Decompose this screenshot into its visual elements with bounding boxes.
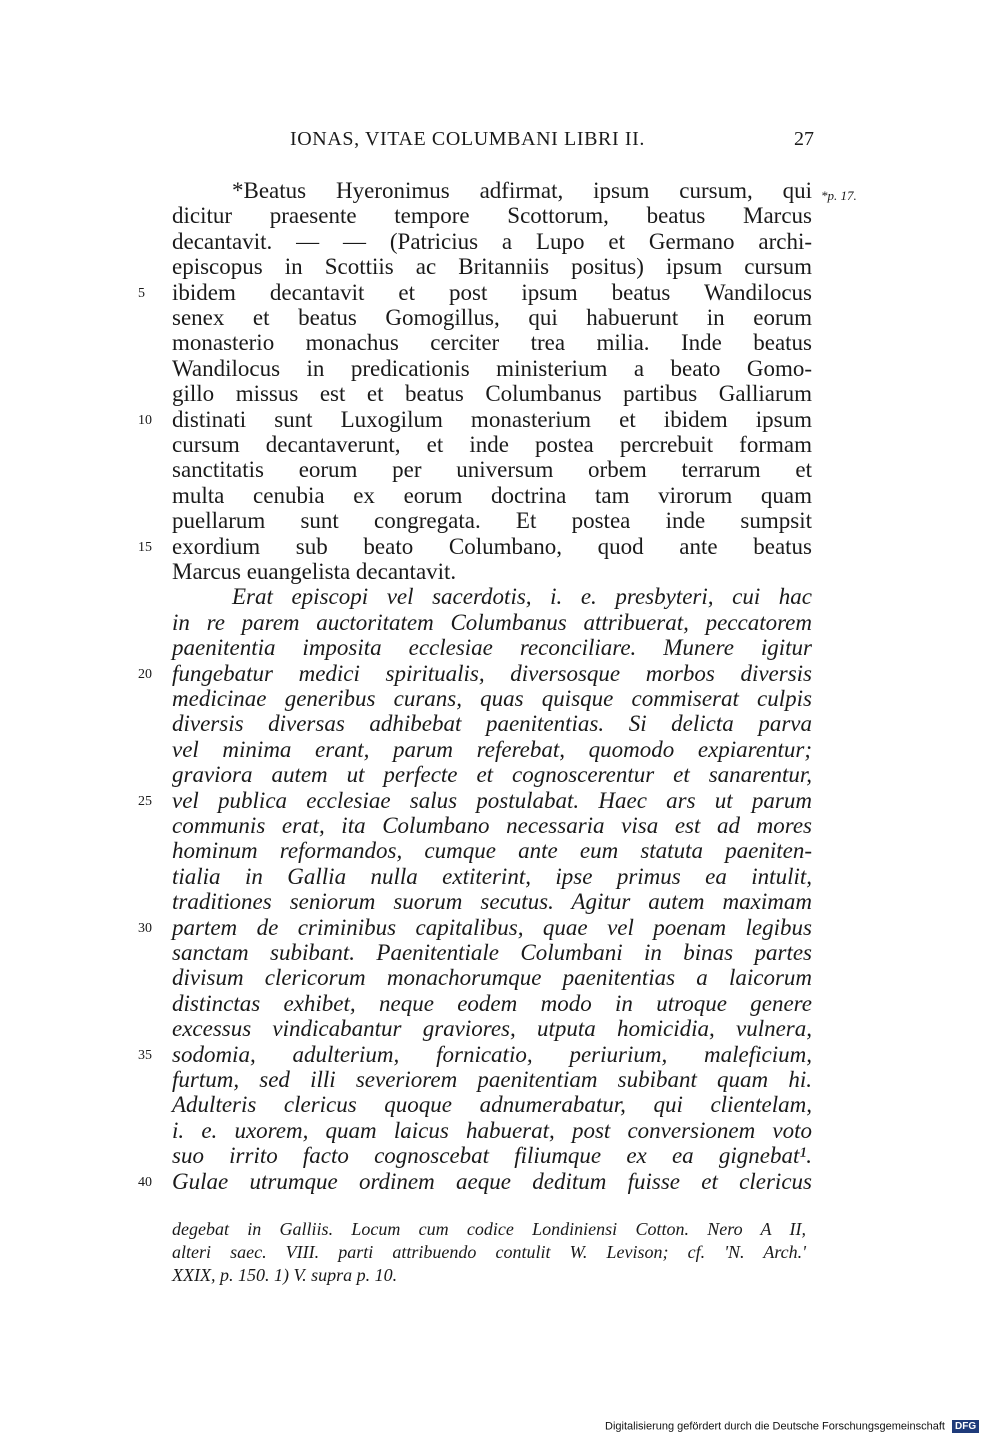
text-line: senex et beatus Gomogillus, qui habuerunt in eorum	[172, 305, 812, 330]
line-number: 40	[138, 1175, 152, 1190]
margin-page-reference: *p. 17.	[821, 188, 857, 203]
text-line: diversis diversas adhibebat paenitentias. Si delicta parva	[172, 711, 812, 736]
text-line: Wandilocus in predicationis ministerium a beato Gomo-	[172, 356, 812, 381]
footnote-line: degebat in Galliis. Locum cum codice Londiniensi Cotton. Nero A II,	[172, 1219, 806, 1239]
text-line: monasterio monachus cerciter trea milia. Inde beatus	[172, 330, 812, 355]
text-line: i. e. uxorem, quam laicus habuerat, post conversionem voto	[172, 1118, 812, 1143]
line-number: 5	[138, 286, 145, 301]
page-number: 27	[794, 128, 814, 150]
text-line: graviora autem ut perfecte et cognoscerentur et sanarentur,	[172, 762, 812, 787]
line-number: 20	[138, 667, 152, 682]
text-line: sanctam subibant. Paenitentiale Columbani in binas partes	[172, 940, 812, 965]
footnote-line: XXIX, p. 150. 1) V. supra p. 10.	[172, 1265, 398, 1285]
text-line: decantavit. — — (Patricius a Lupo et Germano archi-	[172, 229, 812, 254]
text-line: suo irrito facto cognoscebat filiumque ex ea gignebat¹.	[172, 1143, 812, 1168]
text-line: cursum decantaverunt, et inde postea percrebuit formam	[172, 432, 812, 457]
text-line: divisum clericorum monachorumque paenitentias a laicorum	[172, 965, 812, 990]
text-line: sodomia, adulterium, fornicatio, periurium, maleficium,	[172, 1042, 812, 1067]
footnote-line: alteri saec. VIII. parti attribuendo contulit W. Levison; cf. 'N. Arch.'	[172, 1242, 806, 1262]
text-line: dicitur praesente tempore Scottorum, beatus Marcus	[172, 203, 812, 228]
text-line: vel publica ecclesiae salus postulabat. Haec ars ut parum	[172, 788, 812, 813]
digitization-footer	[605, 1420, 979, 1433]
text-line: Gulae utrumque ordinem aeque deditum fuisse et clericus	[172, 1169, 812, 1194]
text-line: sanctitatis eorum per universum orbem terrarum et	[172, 457, 812, 482]
text-line: in re parem auctoritatem Columbanus attribuerat, peccatorem	[172, 610, 812, 635]
line-number: 35	[138, 1048, 152, 1063]
text-line: hominum reformandos, cumque ante eum statuta paeniten-	[172, 838, 812, 863]
text-line: excessus vindicabantur graviores, utputa homicidia, vulnera,	[172, 1016, 812, 1041]
text-line: furtum, sed illi severiorem paenitentiam subibant quam hi.	[172, 1067, 812, 1092]
text-line: partem de criminibus capitalibus, quae vel poenam legibus	[172, 915, 812, 940]
text-line: Erat episcopi vel sacerdotis, i. e. presbyteri, cui hac	[232, 584, 812, 609]
text-line: *Beatus Hyeronimus adfirmat, ipsum cursum, qui	[232, 178, 812, 203]
text-line: episcopus in Scottiis ac Britanniis positus) ipsum cursum	[172, 254, 812, 279]
dfg-logo: DFG	[952, 1420, 979, 1433]
text-line: ibidem decantavit et post ipsum beatus Wandilocus	[172, 280, 812, 305]
line-number: 25	[138, 794, 152, 809]
text-line: communis erat, ita Columbano necessaria visa est ad mores	[172, 813, 812, 838]
text-line: vel minima erant, parum referebat, quomodo expiarentur;	[172, 737, 812, 762]
text-line: gillo missus est et beatus Columbanus partibus Galliarum	[172, 381, 812, 406]
page-header	[0, 128, 1000, 158]
text-line: tialia in Gallia nulla extiterint, ipse primus ea intulit,	[172, 864, 812, 889]
text-line: puellarum sunt congregata. Et postea inde sumpsit	[172, 508, 812, 533]
line-number: 15	[138, 540, 152, 555]
text-line: traditiones seniorum suorum secutus. Agitur autem maximam	[172, 889, 812, 914]
line-number: 10	[138, 413, 152, 428]
text-line: medicinae generibus curans, quas quisque commiserat culpis	[172, 686, 812, 711]
line-number: 30	[138, 921, 152, 936]
text-line: distinctas exhibet, neque eodem modo in utroque genere	[172, 991, 812, 1016]
text-line: Marcus euangelista decantavit.	[172, 559, 457, 584]
text-line: distinati sunt Luxogilum monasterium et ibidem ipsum	[172, 407, 812, 432]
text-line: exordium sub beato Columbano, quod ante beatus	[172, 534, 812, 559]
running-head: IONAS, VITAE COLUMBANI LIBRI II.	[290, 128, 645, 150]
text-line: multa cenubia ex eorum doctrina tam virorum quam	[172, 483, 812, 508]
text-line: Adulteris clericus quoque adnumerabatur, qui clientelam,	[172, 1092, 812, 1117]
text-line: fungebatur medici spiritualis, diversosque morbos diversis	[172, 661, 812, 686]
text-line: paenitentia imposita ecclesiae reconciliare. Munere igitur	[172, 635, 812, 660]
digitization-note: Digitalisierung gefördert durch die Deutsche Forschungsgemeinschaft	[605, 1420, 945, 1433]
